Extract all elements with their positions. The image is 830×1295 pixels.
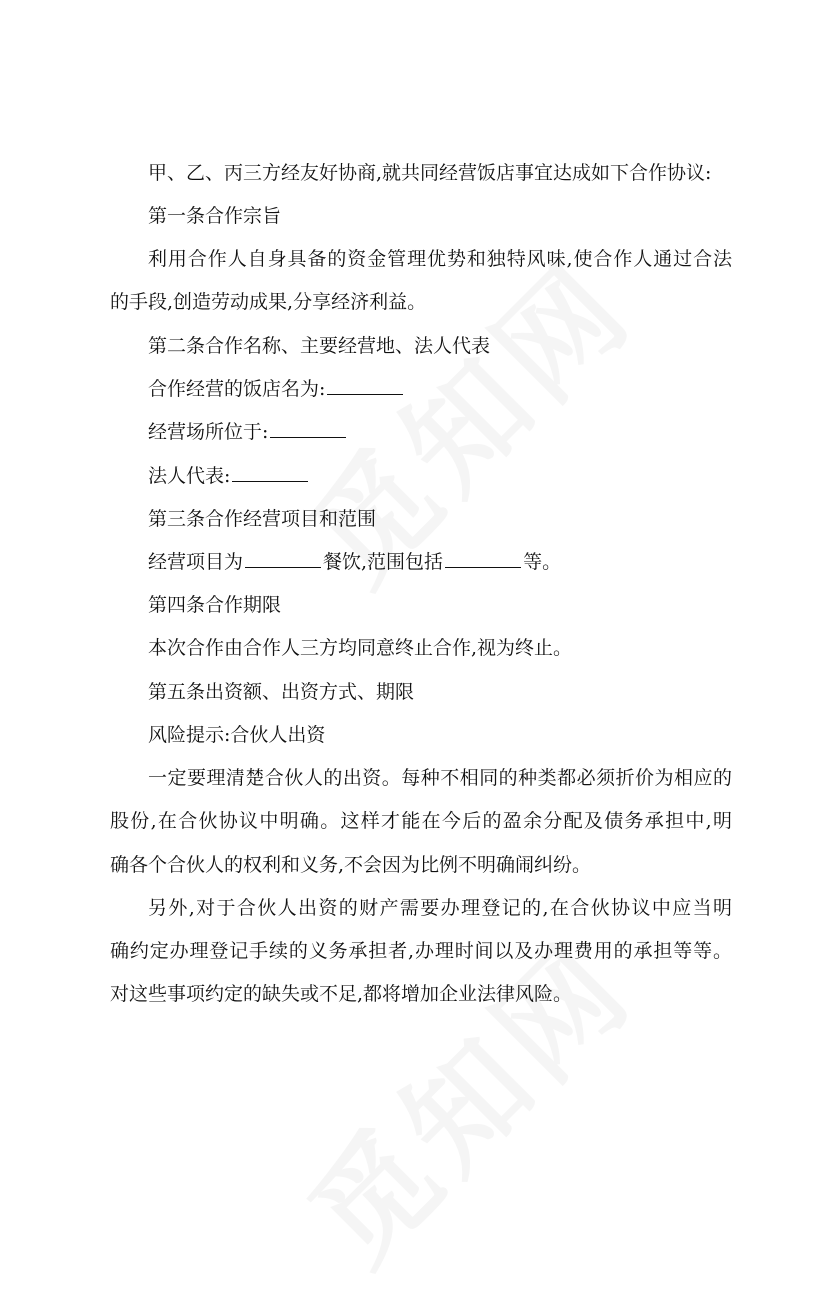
restaurant-name-label: 合作经营的饭店名为:	[148, 378, 326, 400]
risk-paragraph-1-line: 确各个合伙人的权利和义务,不会因为比例不明确闹纠纷。	[110, 854, 592, 876]
business-scope-blank	[445, 547, 521, 568]
risk-tip-title: 风险提示:合伙人出资	[148, 724, 326, 746]
business-scope-label: 餐饮,范围包括	[323, 551, 444, 573]
business-item-label: 经营项目为	[148, 551, 244, 573]
intro-paragraph: 甲、乙、丙三方经友好协商,就共同经营饭店事宜达成如下合作协议:	[148, 162, 712, 184]
legal-representative-blank	[232, 461, 308, 482]
article-3-title: 第三条合作经营项目和范围	[148, 508, 377, 530]
business-scope-suffix: 等。	[523, 551, 562, 573]
business-scope-field	[148, 547, 561, 577]
article-1-title: 第一条合作宗旨	[148, 205, 282, 227]
business-place-blank	[270, 417, 346, 438]
legal-representative-field	[148, 461, 310, 491]
article-1-text-line: 的手段,创造劳动成果,分享经济利益。	[110, 291, 427, 313]
risk-paragraph-1-line: 一定要理清楚合伙人的出资。每种不相同的种类都必须折价为相应的	[148, 767, 732, 789]
legal-representative-label: 法人代表:	[148, 465, 231, 487]
restaurant-name-blank	[327, 374, 403, 395]
article-5-title: 第五条出资额、出资方式、期限	[148, 681, 415, 703]
business-place-field	[148, 417, 348, 447]
article-4-title: 第四条合作期限	[148, 594, 282, 616]
article-1-text-line: 利用合作人自身具备的资金管理优势和独特风味,使合作人通过合法	[148, 248, 732, 270]
article-4-text: 本次合作由合作人三方均同意终止合作,视为终止。	[148, 637, 573, 659]
article-2-title: 第二条合作名称、主要经营地、法人代表	[148, 335, 491, 357]
risk-paragraph-2-line: 确约定办理登记手续的义务承担者,办理时间以及办理费用的承担等等。	[110, 940, 732, 962]
business-place-label: 经营场所位于:	[148, 421, 269, 443]
risk-paragraph-1-line: 股份,在合伙协议中明确。这样才能在今后的盈余分配及债务承担中,明	[110, 810, 732, 832]
risk-paragraph-2-line: 另外,对于合伙人出资的财产需要办理登记的,在合伙协议中应当明	[148, 897, 732, 919]
restaurant-name-field	[148, 374, 405, 404]
risk-paragraph-2-line: 对这些事项约定的缺失或不足,都将增加企业法律风险。	[110, 983, 573, 1005]
business-item-blank	[245, 547, 321, 568]
